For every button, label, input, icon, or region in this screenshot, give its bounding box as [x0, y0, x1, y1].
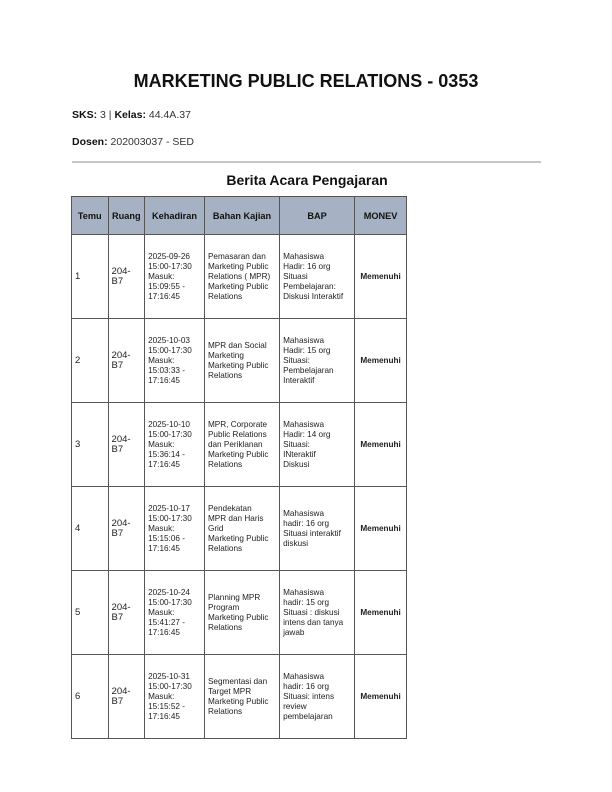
cell-ruang: 204- B7 — [108, 235, 145, 319]
table-header-row — [72, 197, 407, 235]
cell-kehadiran: 2025-10-24 15:00-17:30 Masuk: 15:41:27 - 17:16:45 — [145, 571, 205, 655]
table-row — [72, 403, 407, 487]
cell-bahan-kajian: Segmentasi dan Target MPR Marketing Public Relations — [204, 655, 279, 739]
table-row — [72, 319, 407, 403]
cell-bap: Mahasiswa Hadir: 14 org Situasi: INteraktif Diskusi — [280, 403, 355, 487]
cell-bap: Mahasiswa Hadir: 15 org Situasi: Pembelajaran Interaktif — [280, 319, 355, 403]
course-meta-line — [72, 109, 191, 121]
cell-ruang: 204- B7 — [108, 403, 145, 487]
column-header-kehadiran: Kehadiran — [145, 197, 205, 235]
cell-ruang: 204- B7 — [108, 487, 145, 571]
cell-kehadiran: 2025-10-31 15:00-17:30 Masuk: 15:15:52 - 17:16:45 — [145, 655, 205, 739]
cell-temu: 4 — [72, 487, 109, 571]
header-divider — [72, 161, 541, 163]
cell-bahan-kajian: Planning MPR Program Marketing Public Relations — [204, 571, 279, 655]
sks-value: 3 — [100, 109, 106, 121]
cell-bap: Mahasiswa hadir: 16 org Situasi: intens review pembelajaran — [280, 655, 355, 739]
cell-bahan-kajian: MPR, Corporate Public Relations dan Periklanan Marketing Public Relations — [204, 403, 279, 487]
lecturer-line — [72, 136, 194, 148]
cell-monev: Memenuhi — [355, 571, 407, 655]
table-row — [72, 571, 407, 655]
column-header-ruang: Ruang — [108, 197, 145, 235]
column-header-bap: BAP — [280, 197, 355, 235]
cell-kehadiran: 2025-10-17 15:00-17:30 Masuk: 15:15:06 - 17:16:45 — [145, 487, 205, 571]
cell-kehadiran: 2025-10-03 15:00-17:30 Masuk: 15:03:33 - 17:16:45 — [145, 319, 205, 403]
kelas-label: Kelas: — [114, 109, 146, 121]
table-row — [72, 487, 407, 571]
cell-bahan-kajian: Pemasaran dan Marketing Public Relations ( MPR) Marketing Public Relations — [204, 235, 279, 319]
kelas-value: 44.4A.37 — [148, 109, 191, 121]
cell-bap: Mahasiswa hadir: 15 org Situasi : diskusi intens dan tanya jawab — [280, 571, 355, 655]
cell-monev: Memenuhi — [355, 487, 407, 571]
cell-temu: 5 — [72, 571, 109, 655]
cell-bap: Mahasiswa Hadir: 16 org Situasi Pembelajaran: Diskusi Interaktif — [280, 235, 355, 319]
dosen-label: Dosen: — [72, 136, 108, 148]
cell-ruang: 204- B7 — [108, 571, 145, 655]
dosen-value: 202003037 - SED — [110, 136, 194, 148]
cell-monev: Memenuhi — [355, 319, 407, 403]
cell-monev: Memenuhi — [355, 403, 407, 487]
cell-temu: 6 — [72, 655, 109, 739]
column-header-temu: Temu — [72, 197, 109, 235]
cell-bahan-kajian: MPR dan Social Marketing Marketing Public Relations — [204, 319, 279, 403]
cell-ruang: 204- B7 — [108, 655, 145, 739]
cell-temu: 2 — [72, 319, 109, 403]
cell-bap: Mahasiswa hadir: 16 org Situasi interaktif diskusi — [280, 487, 355, 571]
cell-temu: 3 — [72, 403, 109, 487]
cell-temu: 1 — [72, 235, 109, 319]
table-row — [72, 235, 407, 319]
cell-ruang: 204- B7 — [108, 319, 145, 403]
page-title: MARKETING PUBLIC RELATIONS - 0353 — [133, 71, 479, 91]
cell-kehadiran: 2025-10-10 15:00-17:30 Masuk: 15:36:14 - 17:16:45 — [145, 403, 205, 487]
cell-kehadiran: 2025-09-26 15:00-17:30 Masuk: 15:09:55 - 17:16:45 — [145, 235, 205, 319]
section-title: Berita Acara Pengajaran — [226, 172, 388, 188]
cell-bahan-kajian: Pendekatan MPR dan Haris Grid Marketing Public Relations — [204, 487, 279, 571]
teaching-record-table — [71, 196, 407, 739]
meta-separator: | — [108, 109, 112, 121]
table-row — [72, 655, 407, 739]
cell-monev: Memenuhi — [355, 655, 407, 739]
column-header-bahan-kajian: Bahan Kajian — [204, 197, 279, 235]
cell-monev: Memenuhi — [355, 235, 407, 319]
sks-label: SKS: — [72, 109, 98, 121]
column-header-monev: MONEV — [355, 197, 407, 235]
